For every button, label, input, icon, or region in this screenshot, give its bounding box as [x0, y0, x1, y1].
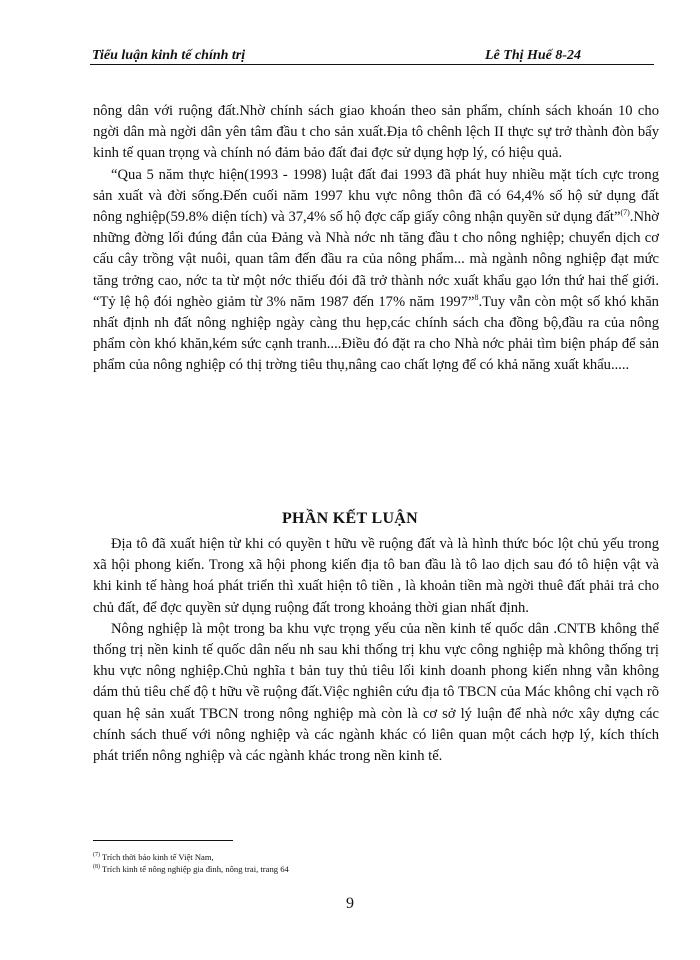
body-text-top: [93, 101, 659, 377]
header-rule: [90, 64, 654, 65]
paragraph-2-part-b: .Nhờ những đờng lối đúng đắn của Đảng và Nhà nớc nh tăng đầu t cho nông nghiệp; chuyển dịch cơ cấu cây trồng vật nuôi, quan tâm đến đầu ra của nông phẩm... mà ngành nông nghiệp đạt mức tăng trởng cao, nớc ta từ một nớc thiếu đói đã trở thành nớc xuất khẩu gạo lớn thứ hai thế giới. “Tỷ lệ hộ đói nghèo giảm từ 3% năm 1987 đến 17% năm 1997”: [93, 209, 659, 310]
conclusion-text: [93, 534, 659, 767]
footnotes: [93, 851, 289, 875]
paragraph-1: nông dân với ruộng đất.Nhờ chính sách giao khoán theo sản phẩm, chính sách khoán 10 cho ngời dân mà ngời dân yên tâm đầu t cho sản xuất.Địa tô chênh lệch II thực sự trở thành đòn bẩy kinh tế quan trọng và chính nó đảm bảo đất đai đợc sử dụng hợp lý, có hiệu quả.: [93, 103, 659, 162]
footnote-8: [93, 863, 289, 875]
footnote-ref-8: 8: [474, 292, 479, 302]
paragraph-2: [93, 165, 659, 377]
footnote-7-text: Trích thời báo kinh tế Việt Nam,: [100, 852, 214, 862]
conclusion-paragraph-1: Địa tô đã xuất hiện từ khi có quyền t hữu về ruộng đất và là hình thức bóc lột chủ yếu trong xã hội phong kiến. Trong xã hội phong kiến địa tô ban đầu là tô lao dịch sau đó tô hiện vật và khi kinh tế hàng hoá phát triển thì xuất hiện tô tiền , là khoản tiền mà ngời thuê đất phải trả cho chủ đất, để đợc quyền sử dụng ruộng đất trong khoảng thời gian nhất định.: [93, 536, 659, 616]
page-number: 9: [346, 895, 354, 912]
paragraph-2-part-a: “Qua 5 năm thực hiện(1993 - 1998) luật đất đai 1993 đã phát huy nhiều mặt tích cực trong sản xuất và đời sống.Đến cuối năm 1997 khu vực nông thôn đã có 64,4% số hộ sử dụng đất nông nghiệp(59.8% diện tích) và 37,4% số hộ đợc cấp giấy công nhận quyền sử dụng đất”: [93, 166, 659, 226]
header-title: Tiểu luận kinh tế chính trị: [92, 48, 246, 63]
paragraph-2-part-c: .Tuy vẫn còn một số khó khăn nhất định nh đất nông nghiệp ngày càng thu hẹp,các chính sách cha đồng bộ,đầu ra của nông phẩm còn khó khăn,kém sức cạnh tranh....Điều đó đặt ra cho Nhà nớc phải tìm biện pháp để sản phẩm của nông nghiệp có thị trờng tiêu thụ,nâng cao chất lợng để có khả năng xuất khẩu.....: [93, 293, 659, 374]
footnote-ref-7: (7): [620, 208, 630, 218]
page-header: [90, 44, 654, 66]
section-title: PHẦN KẾT LUẬN: [281, 510, 419, 527]
footnote-7: [93, 851, 289, 863]
footnote-rule: [93, 840, 233, 841]
footnote-8-text: Trích kinh tế nông nghiệp gia đình, nông trai, trang 64: [100, 864, 289, 874]
conclusion-paragraph-2: Nông nghiệp là một trong ba khu vực trọng yếu của nền kinh tế quốc dân .CNTB không thể thống trị nền kinh tế quốc dân nếu nh sau khi thống trị khu vực công nghiệp mà không thống trị khu vực nông nghiệp.Chủ nghĩa t bản tuy thủ tiêu lối kinh doanh phong kiến nhng vẫn không dám thủ tiêu chế độ t hữu về ruộng đất.Việc nghiên cứu địa tô TBCN của Mác không chỉ vạch rõ quan hệ sản xuất TBCN trong nông nghiệp mà còn là cơ sở lý luận để nhà nớc xây dựng các chính sách thuế với nông nghiệp và các ngành khác có liên quan một cách hợp lý, kích thích phát triển nông nghiệp và các ngành khác trong nền kinh tế.: [93, 620, 659, 765]
footnote-8-mark: (8): [93, 864, 100, 871]
header-author: Lê Thị Huế 8-24: [485, 48, 582, 63]
footnote-7-mark: (7): [93, 852, 100, 859]
